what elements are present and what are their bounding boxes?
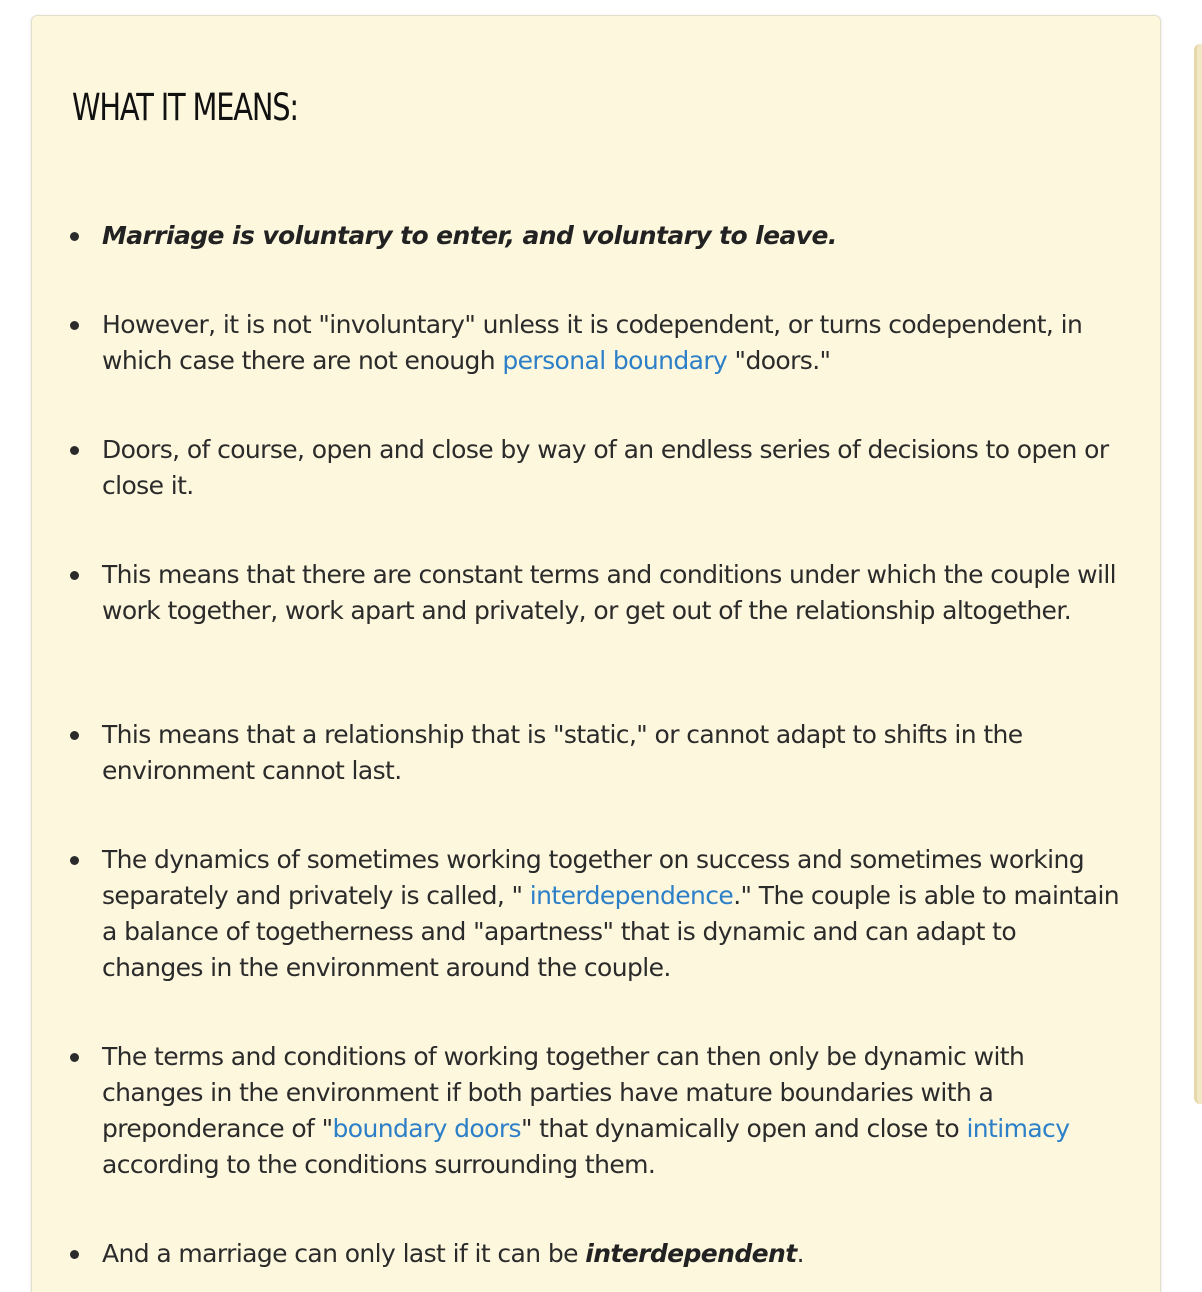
list-item: This means that a relationship that is "static," or cannot adapt to shifts in the environment cannot last. bbox=[102, 717, 1122, 789]
list-item-text: . bbox=[796, 1239, 804, 1268]
emphasis-interdependent: interdependent bbox=[585, 1239, 797, 1268]
list-item-text: The dynamics of sometimes working together on success and sometimes working separately and privately is called, " bbox=[102, 845, 1085, 910]
list-item bbox=[102, 1236, 1122, 1272]
list-item-text: "doors." bbox=[727, 346, 831, 375]
lead-statement: Marriage is voluntary to enter, and voluntary to leave. bbox=[102, 221, 837, 250]
list-item-text: The terms and conditions of working together can then only be dynamic with changes in the environment if both parties have mature boundaries with a preponderance of " bbox=[102, 1042, 1025, 1143]
list-item-text: " that dynamically open and close to bbox=[520, 1114, 967, 1143]
section-title: WHAT IT MEANS: bbox=[72, 86, 298, 129]
list-item: Doors, of course, open and close by way of an endless series of decisions to open or close it. bbox=[102, 432, 1122, 504]
boundary-doors-link[interactable]: boundary doors bbox=[332, 1114, 521, 1143]
list-item bbox=[102, 1039, 1122, 1183]
list-item-text: ." The couple is able to maintain a balance of togetherness and "apartness" that is dynamic and can adapt to changes in the environment around the couple. bbox=[102, 881, 1120, 982]
list-item bbox=[102, 218, 1122, 254]
list-item bbox=[102, 842, 1122, 986]
interdependence-link[interactable]: interdependence bbox=[529, 881, 734, 910]
personal-boundary-link[interactable]: personal boundary bbox=[502, 346, 728, 375]
intimacy-link[interactable]: intimacy bbox=[966, 1114, 1070, 1143]
list-item-text: And a marriage can only last if it can be bbox=[102, 1239, 586, 1268]
list-item bbox=[102, 307, 1122, 379]
list-item: This means that there are constant terms and conditions under which the couple will work together, work apart and privately, or get out of the relationship altogether. bbox=[102, 557, 1122, 629]
list-item-text: according to the conditions surrounding them. bbox=[102, 1150, 656, 1179]
list-item-text: However, it is not "involuntary" unless it is codependent, or turns codependent, in which case there are not enough bbox=[102, 310, 1083, 375]
adjacent-panel-edge bbox=[1194, 44, 1202, 1104]
